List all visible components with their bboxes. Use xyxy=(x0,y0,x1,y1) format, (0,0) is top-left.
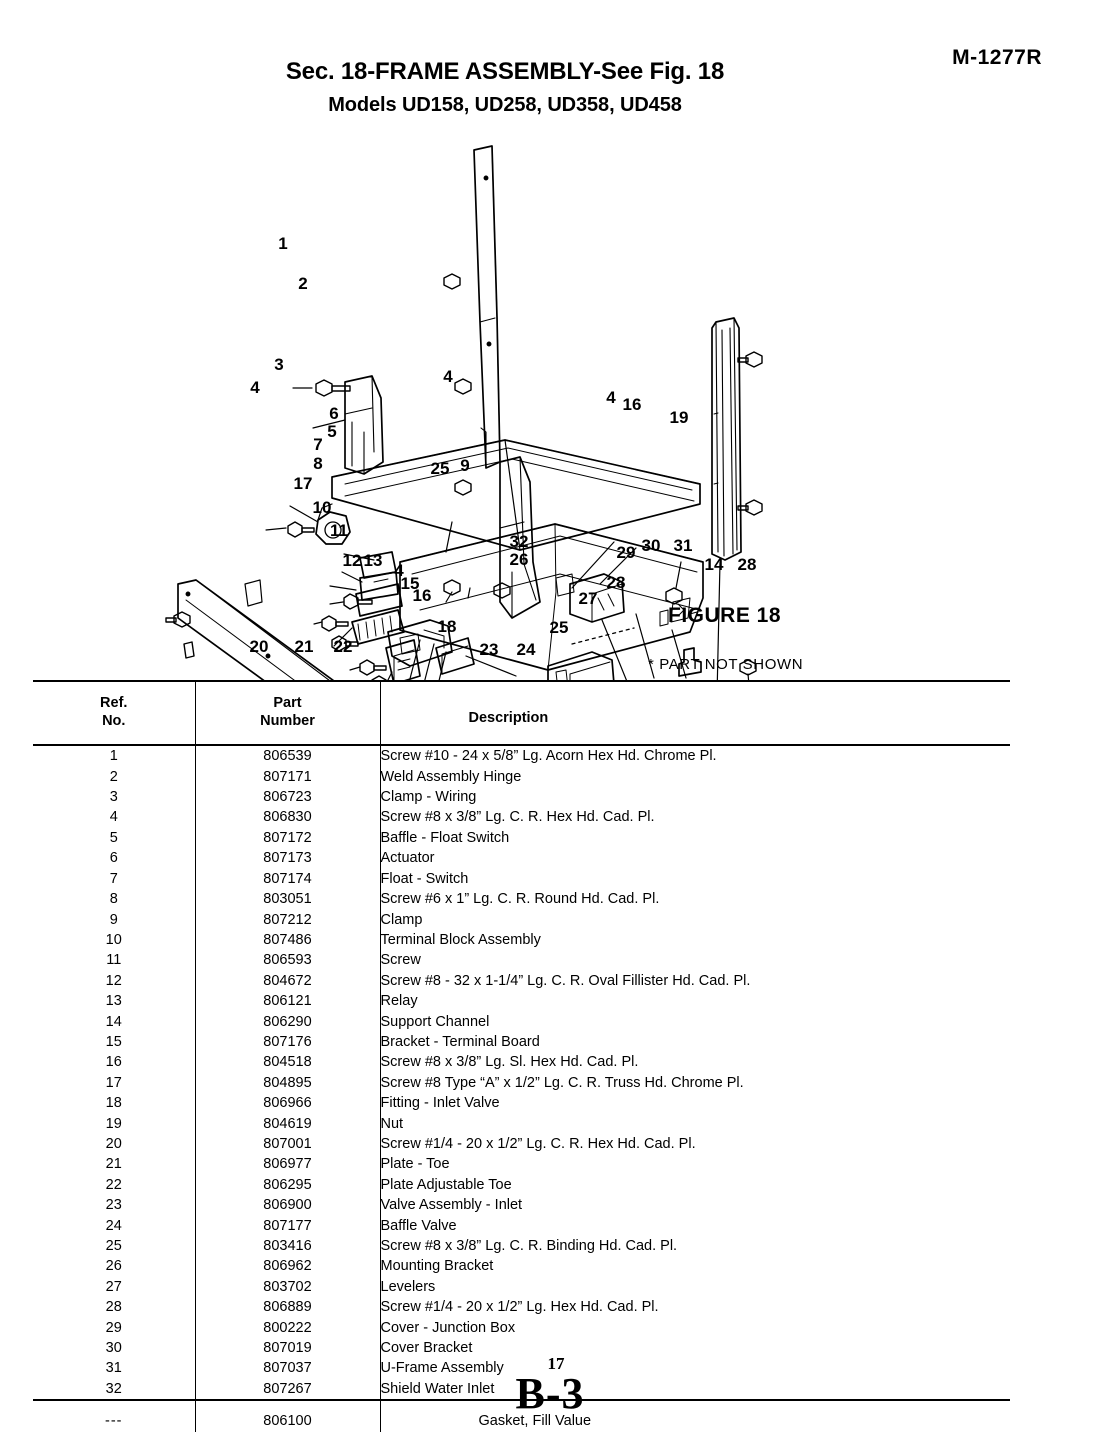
cell-description: Gasket, Fill Value xyxy=(478,1413,592,1430)
figure-callout-number: 3 xyxy=(274,355,284,374)
cell-description: Cover - Junction Box xyxy=(380,1319,516,1336)
cell-description: Plate - Toe xyxy=(380,1156,450,1173)
cell-ref-no: 10 xyxy=(33,930,195,950)
cell-ref-no: 2 xyxy=(33,767,195,787)
figure-callout-number: 12 xyxy=(342,551,362,570)
table-row xyxy=(33,1114,1010,1134)
figure-callout-number: 4 xyxy=(250,378,260,397)
cell-part-number: 807037 xyxy=(195,1358,380,1378)
figure-callout-number: 4 xyxy=(394,561,404,580)
cell-part-number: 807486 xyxy=(195,930,380,950)
cell-part-number: 807267 xyxy=(195,1379,380,1400)
parts-table-body xyxy=(33,745,1010,1431)
part-not-shown-note: * PART NOT SHOWN xyxy=(648,656,804,673)
support-channel-right xyxy=(712,318,741,560)
figure-callout-number: 22 xyxy=(333,637,353,656)
table-row xyxy=(33,1073,1010,1093)
table-row xyxy=(33,1195,1010,1215)
table-header-row xyxy=(33,681,1010,745)
table-row xyxy=(33,848,1010,868)
figure-callout-number: 29 xyxy=(616,543,636,562)
cell-ref-no: 25 xyxy=(33,1236,195,1256)
table-row xyxy=(33,807,1010,827)
cell-ref-no: 27 xyxy=(33,1277,195,1297)
cell-ref-no: 7 xyxy=(33,869,195,889)
document-code: M-1277R xyxy=(952,46,1042,69)
cell-part-number: 806100 xyxy=(195,1400,380,1431)
cell-description: Plate Adjustable Toe xyxy=(380,1176,512,1193)
table-row xyxy=(33,991,1010,1011)
table-row xyxy=(33,1175,1010,1195)
cell-part-number: 807173 xyxy=(195,848,380,868)
figure-callout-number: 11 xyxy=(330,521,348,540)
figure-callout-number: 6 xyxy=(329,404,339,423)
cell-part-number: 806539 xyxy=(195,745,380,766)
cell-ref-no: 13 xyxy=(33,991,195,1011)
cell-part-number: 807174 xyxy=(195,869,380,889)
figure-callout-number: 25 xyxy=(549,618,569,637)
figure-callout-number: 28 xyxy=(737,555,757,574)
figure-callout-number: 7 xyxy=(313,435,323,454)
figure-callout-number: 26 xyxy=(509,550,529,569)
cell-ref-no: 24 xyxy=(33,1216,195,1236)
description-header-label: Description xyxy=(468,710,549,726)
cell-part-number: 807019 xyxy=(195,1338,380,1358)
table-row xyxy=(33,950,1010,970)
cell-description: Screw #1/4 - 20 x 1/2” Lg. Hex Hd. Cad. Pl. xyxy=(380,1299,659,1316)
cell-description: Screw xyxy=(380,952,421,969)
frame-assembly-line-drawing xyxy=(0,132,1100,682)
figure-callout-number: 14 xyxy=(704,555,724,574)
figure-callout-number: 4 xyxy=(443,367,453,386)
cell-description: Support Channel xyxy=(380,1013,490,1030)
table-row xyxy=(33,1154,1010,1174)
title-block xyxy=(0,58,1010,117)
figure-callout-number: 28 xyxy=(606,573,626,592)
column-header-description xyxy=(380,681,1010,745)
figure-callout-number: 25 xyxy=(430,459,450,478)
table-row xyxy=(33,1256,1010,1276)
table-row xyxy=(33,1297,1010,1317)
callout-number-layer xyxy=(250,234,757,659)
table-row xyxy=(33,1032,1010,1052)
cell-description: Nut xyxy=(380,1115,404,1132)
cell-ref-no: 29 xyxy=(33,1318,195,1338)
cell-ref-no: 6 xyxy=(33,848,195,868)
cell-description: Screw #8 Type “A” x 1/2” Lg. C. R. Truss Hd. Chrome Pl. xyxy=(380,1074,744,1091)
cell-description: Screw #8 x 3/8” Lg. Sl. Hex Hd. Cad. Pl. xyxy=(380,1054,639,1071)
models-subtitle: Models UD158, UD258, UD358, UD458 xyxy=(328,93,682,116)
figure-callout-number: 2 xyxy=(298,274,308,293)
cell-description: Levelers xyxy=(380,1278,436,1295)
cell-part-number: 807176 xyxy=(195,1032,380,1052)
table-row xyxy=(33,889,1010,909)
cell-ref-no: 3 xyxy=(33,787,195,807)
cell-part-number: 800222 xyxy=(195,1318,380,1338)
column-header-ref-no xyxy=(33,681,195,745)
cell-ref-no: 1 xyxy=(33,745,195,766)
cell-part-number: 804619 xyxy=(195,1114,380,1134)
figure-callout-number: 15 xyxy=(400,574,420,593)
cell-part-number: 807172 xyxy=(195,828,380,848)
cell-ref-no: 28 xyxy=(33,1297,195,1317)
table-row xyxy=(33,910,1010,930)
cell-description: Bracket - Terminal Board xyxy=(380,1033,540,1050)
cell-ref-no: 4 xyxy=(33,807,195,827)
figure-callout-number: 10 xyxy=(312,498,332,517)
figure-callout-number: 30 xyxy=(641,536,661,555)
cell-part-number: 803416 xyxy=(195,1236,380,1256)
figure-callout-number: 5 xyxy=(327,422,337,441)
cell-ref-no: 23 xyxy=(33,1195,195,1215)
cell-ref-no: 8 xyxy=(33,889,195,909)
table-row xyxy=(33,1052,1010,1072)
table-row xyxy=(33,1134,1010,1154)
table-row xyxy=(33,1093,1010,1113)
cell-part-number: 806723 xyxy=(195,787,380,807)
cell-ref-no: 12 xyxy=(33,971,195,991)
figure-callout-number: 24 xyxy=(516,640,536,659)
figure-callout-number: 23 xyxy=(479,640,499,659)
table-row xyxy=(33,745,1010,766)
cell-part-number: 806295 xyxy=(195,1175,380,1195)
cell-part-number: 804518 xyxy=(195,1052,380,1072)
figure-callout-number: 18 xyxy=(437,617,457,636)
part-header-line1: Part xyxy=(273,695,302,711)
rear-post-left xyxy=(474,146,500,468)
cell-description: Screw #8 - 32 x 1-1/4” Lg. C. R. Oval Fillister Hd. Cad. Pl. xyxy=(380,972,751,989)
figure-callout-number: 13 xyxy=(363,551,383,570)
cell-ref-no: 22 xyxy=(33,1175,195,1195)
folio-superscript: 17 xyxy=(547,1354,565,1373)
cell-description: Screw #8 x 3/8” Lg. C. R. Hex Hd. Cad. Pl. xyxy=(380,809,655,826)
cell-description: Terminal Block Assembly xyxy=(380,931,541,948)
figure-callout-number: 20 xyxy=(249,637,269,656)
table-row xyxy=(33,1338,1010,1358)
cell-part-number: 803702 xyxy=(195,1277,380,1297)
page-folio xyxy=(515,1354,585,1419)
cell-ref-no: 15 xyxy=(33,1032,195,1052)
cell-description: Fitting - Inlet Valve xyxy=(380,1095,500,1112)
ref-header-line1: Ref. xyxy=(100,695,128,711)
parts-table xyxy=(33,680,1010,1432)
cell-ref-no: 21 xyxy=(33,1154,195,1174)
cell-ref-no: 31 xyxy=(33,1358,195,1378)
cell-description: Mounting Bracket xyxy=(380,1258,494,1275)
cell-ref-no: 20 xyxy=(33,1134,195,1154)
table-row xyxy=(33,1012,1010,1032)
table-row xyxy=(33,787,1010,807)
ref-header-line2: No. xyxy=(102,713,126,730)
cell-part-number: 807212 xyxy=(195,910,380,930)
cell-part-number: 806962 xyxy=(195,1256,380,1276)
figure-callout-number: 16 xyxy=(622,395,642,414)
cell-part-number: 803051 xyxy=(195,889,380,909)
cell-description: Relay xyxy=(380,993,418,1010)
column-header-part-number xyxy=(195,681,380,745)
cell-description: Actuator xyxy=(380,850,435,867)
cell-part-number: 807171 xyxy=(195,767,380,787)
cell-ref-no: 9 xyxy=(33,910,195,930)
cell-description: Screw #6 x 1” Lg. C. R. Round Hd. Cad. Pl. xyxy=(380,891,660,908)
table-row xyxy=(33,1216,1010,1236)
cell-ref-no: 5 xyxy=(33,828,195,848)
cell-description: Shield Water Inlet xyxy=(380,1380,495,1397)
cell-ref-no: 18 xyxy=(33,1093,195,1113)
figure-callout-number: 32 xyxy=(509,532,529,551)
cell-description: Screw #10 - 24 x 5/8” Lg. Acorn Hex Hd. Chrome Pl. xyxy=(380,748,717,765)
parts-table-head xyxy=(33,681,1010,745)
figure-callout-number: 1 xyxy=(278,234,288,253)
figure-caption: FIGURE 18 xyxy=(668,604,782,627)
table-row xyxy=(33,869,1010,889)
figure-callout-number: 16 xyxy=(412,586,432,605)
cell-description: Clamp - Wiring xyxy=(380,789,477,806)
weld-assembly-hinge-post xyxy=(345,376,383,474)
page-title: Sec. 18-FRAME ASSEMBLY-See Fig. 18 xyxy=(285,58,725,85)
figure-callout-number: 31 xyxy=(673,536,693,555)
cell-ref-no: 26 xyxy=(33,1256,195,1276)
cell-ref-no: 30 xyxy=(33,1338,195,1358)
table-row xyxy=(33,1236,1010,1256)
cell-ref-no: 16 xyxy=(33,1052,195,1072)
figure-callout-number: 19 xyxy=(669,408,689,427)
parts-table-container xyxy=(33,680,1010,1432)
cell-part-number: 806889 xyxy=(195,1297,380,1317)
cell-part-number: 807177 xyxy=(195,1216,380,1236)
cell-ref-no: --- xyxy=(33,1400,195,1431)
figure-callout-number: 9 xyxy=(460,456,470,475)
cell-description: Weld Assembly Hinge xyxy=(380,768,522,785)
figure-callout-number: 8 xyxy=(313,454,323,473)
cell-description: Screw #1/4 - 20 x 1/2” Lg. C. R. Hex Hd. Cad. Pl. xyxy=(380,1135,696,1152)
figure-callout-number: 4 xyxy=(606,388,616,407)
cell-description: Baffle - Float Switch xyxy=(380,829,510,846)
figure-callout-number: 21 xyxy=(294,637,314,656)
cell-ref-no: 11 xyxy=(33,950,195,970)
table-row xyxy=(33,971,1010,991)
cell-part-number: 806966 xyxy=(195,1093,380,1113)
cell-description: Valve Assembly - Inlet xyxy=(380,1197,523,1214)
table-row xyxy=(33,767,1010,787)
figure-callout-number: 27 xyxy=(578,589,598,608)
cell-part-number: 804895 xyxy=(195,1073,380,1093)
table-row xyxy=(33,1277,1010,1297)
figure-18-exploded-diagram xyxy=(0,132,1100,682)
cell-part-number: 807001 xyxy=(195,1134,380,1154)
cell-part-number: 804672 xyxy=(195,971,380,991)
figure-callout-number: 17 xyxy=(293,474,313,493)
cell-part-number: 806121 xyxy=(195,991,380,1011)
cell-part-number: 806830 xyxy=(195,807,380,827)
cell-description: Screw #8 x 3/8” Lg. C. R. Binding Hd. Cad. Pl. xyxy=(380,1238,678,1254)
cell-description: Float - Switch xyxy=(380,870,469,887)
cell-description: Cover Bracket xyxy=(380,1340,473,1357)
part-header-line2: Number xyxy=(260,713,315,730)
cell-description: Baffle Valve xyxy=(380,1217,457,1234)
page-footer xyxy=(0,1354,1100,1419)
cell-ref-no: 32 xyxy=(33,1379,195,1400)
folio-text: B-3 xyxy=(515,1369,585,1418)
table-row xyxy=(33,1318,1010,1338)
cell-description: Clamp xyxy=(380,911,423,928)
cell-ref-no: 14 xyxy=(33,1012,195,1032)
cell-description: U-Frame Assembly xyxy=(380,1360,504,1377)
table-row xyxy=(33,930,1010,950)
cell-ref-no: 19 xyxy=(33,1114,195,1134)
table-row xyxy=(33,828,1010,848)
cell-part-number: 806290 xyxy=(195,1012,380,1032)
cell-part-number: 806977 xyxy=(195,1154,380,1174)
page-header xyxy=(0,0,1100,140)
cell-part-number: 806593 xyxy=(195,950,380,970)
cell-part-number: 806900 xyxy=(195,1195,380,1215)
cell-ref-no: 17 xyxy=(33,1073,195,1093)
toe-plate-assembly xyxy=(178,580,360,682)
